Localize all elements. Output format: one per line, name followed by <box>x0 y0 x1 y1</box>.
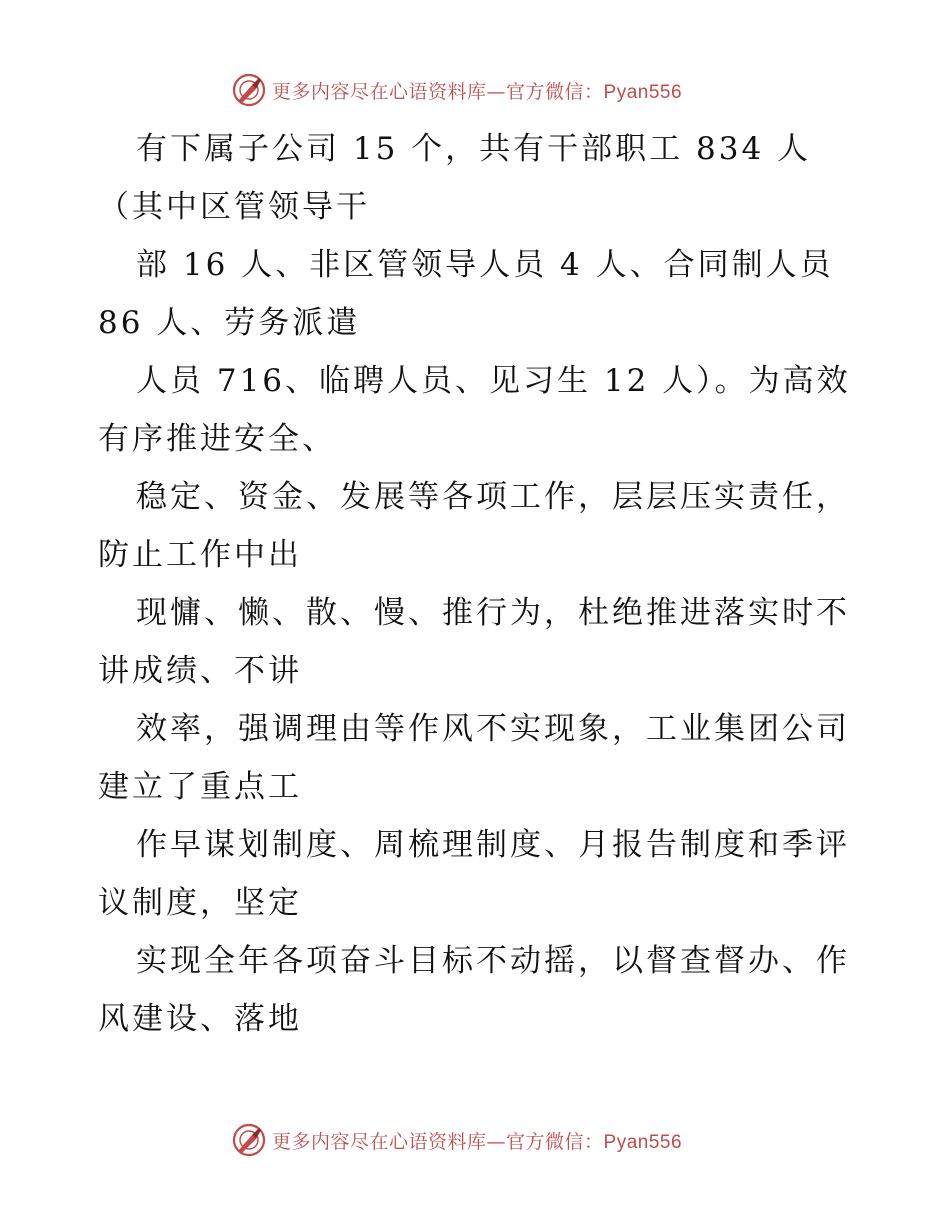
text-line: （其中区管领导干 <box>98 189 370 225</box>
footer-banner-text: 更多内容尽在心语资料库—官方微信： <box>272 1130 604 1153</box>
text-line: 部 16 人、非区管领导人员 4 人、合同制人员 <box>136 247 834 283</box>
text-line: 建立了重点工 <box>98 769 302 805</box>
header-wechat-id: Pyan556 <box>603 81 683 103</box>
header-banner <box>232 72 712 108</box>
text-line: 86 人、劳务派遣 <box>98 305 361 341</box>
text-line: 有序推进安全、 <box>98 421 336 457</box>
text-line: 现慵、懒、散、慢、推行为，杜绝推进落实时不 <box>136 595 850 631</box>
text-line: 实现全年各项奋斗目标不动摇，以督查督办、作 <box>136 943 850 979</box>
text-line: 人员 716、临聘人员、见习生 12 人）。为高效 <box>136 363 851 399</box>
text-line: 作早谋划制度、周梳理制度、月报告制度和季评 <box>136 827 850 863</box>
text-line: 风建设、落地 <box>98 1001 302 1037</box>
pen-nib-logo-icon <box>232 73 266 107</box>
pen-nib-logo-icon <box>232 1123 266 1157</box>
text-line: 议制度，坚定 <box>98 885 302 921</box>
text-line: 效率，强调理由等作风不实现象，工业集团公司 <box>136 711 850 747</box>
text-line: 防止工作中出 <box>98 537 302 573</box>
header-banner-text: 更多内容尽在心语资料库—官方微信： <box>272 80 604 103</box>
body-text <box>98 120 858 1048</box>
text-line: 讲成绩、不讲 <box>98 653 302 689</box>
footer-wechat-id: Pyan556 <box>603 1131 683 1153</box>
text-line: 有下属子公司 15 个，共有干部职工 834 人 <box>136 131 812 167</box>
text-line: 稳定、资金、发展等各项工作，层层压实责任， <box>136 479 850 515</box>
footer-banner <box>232 1122 712 1158</box>
